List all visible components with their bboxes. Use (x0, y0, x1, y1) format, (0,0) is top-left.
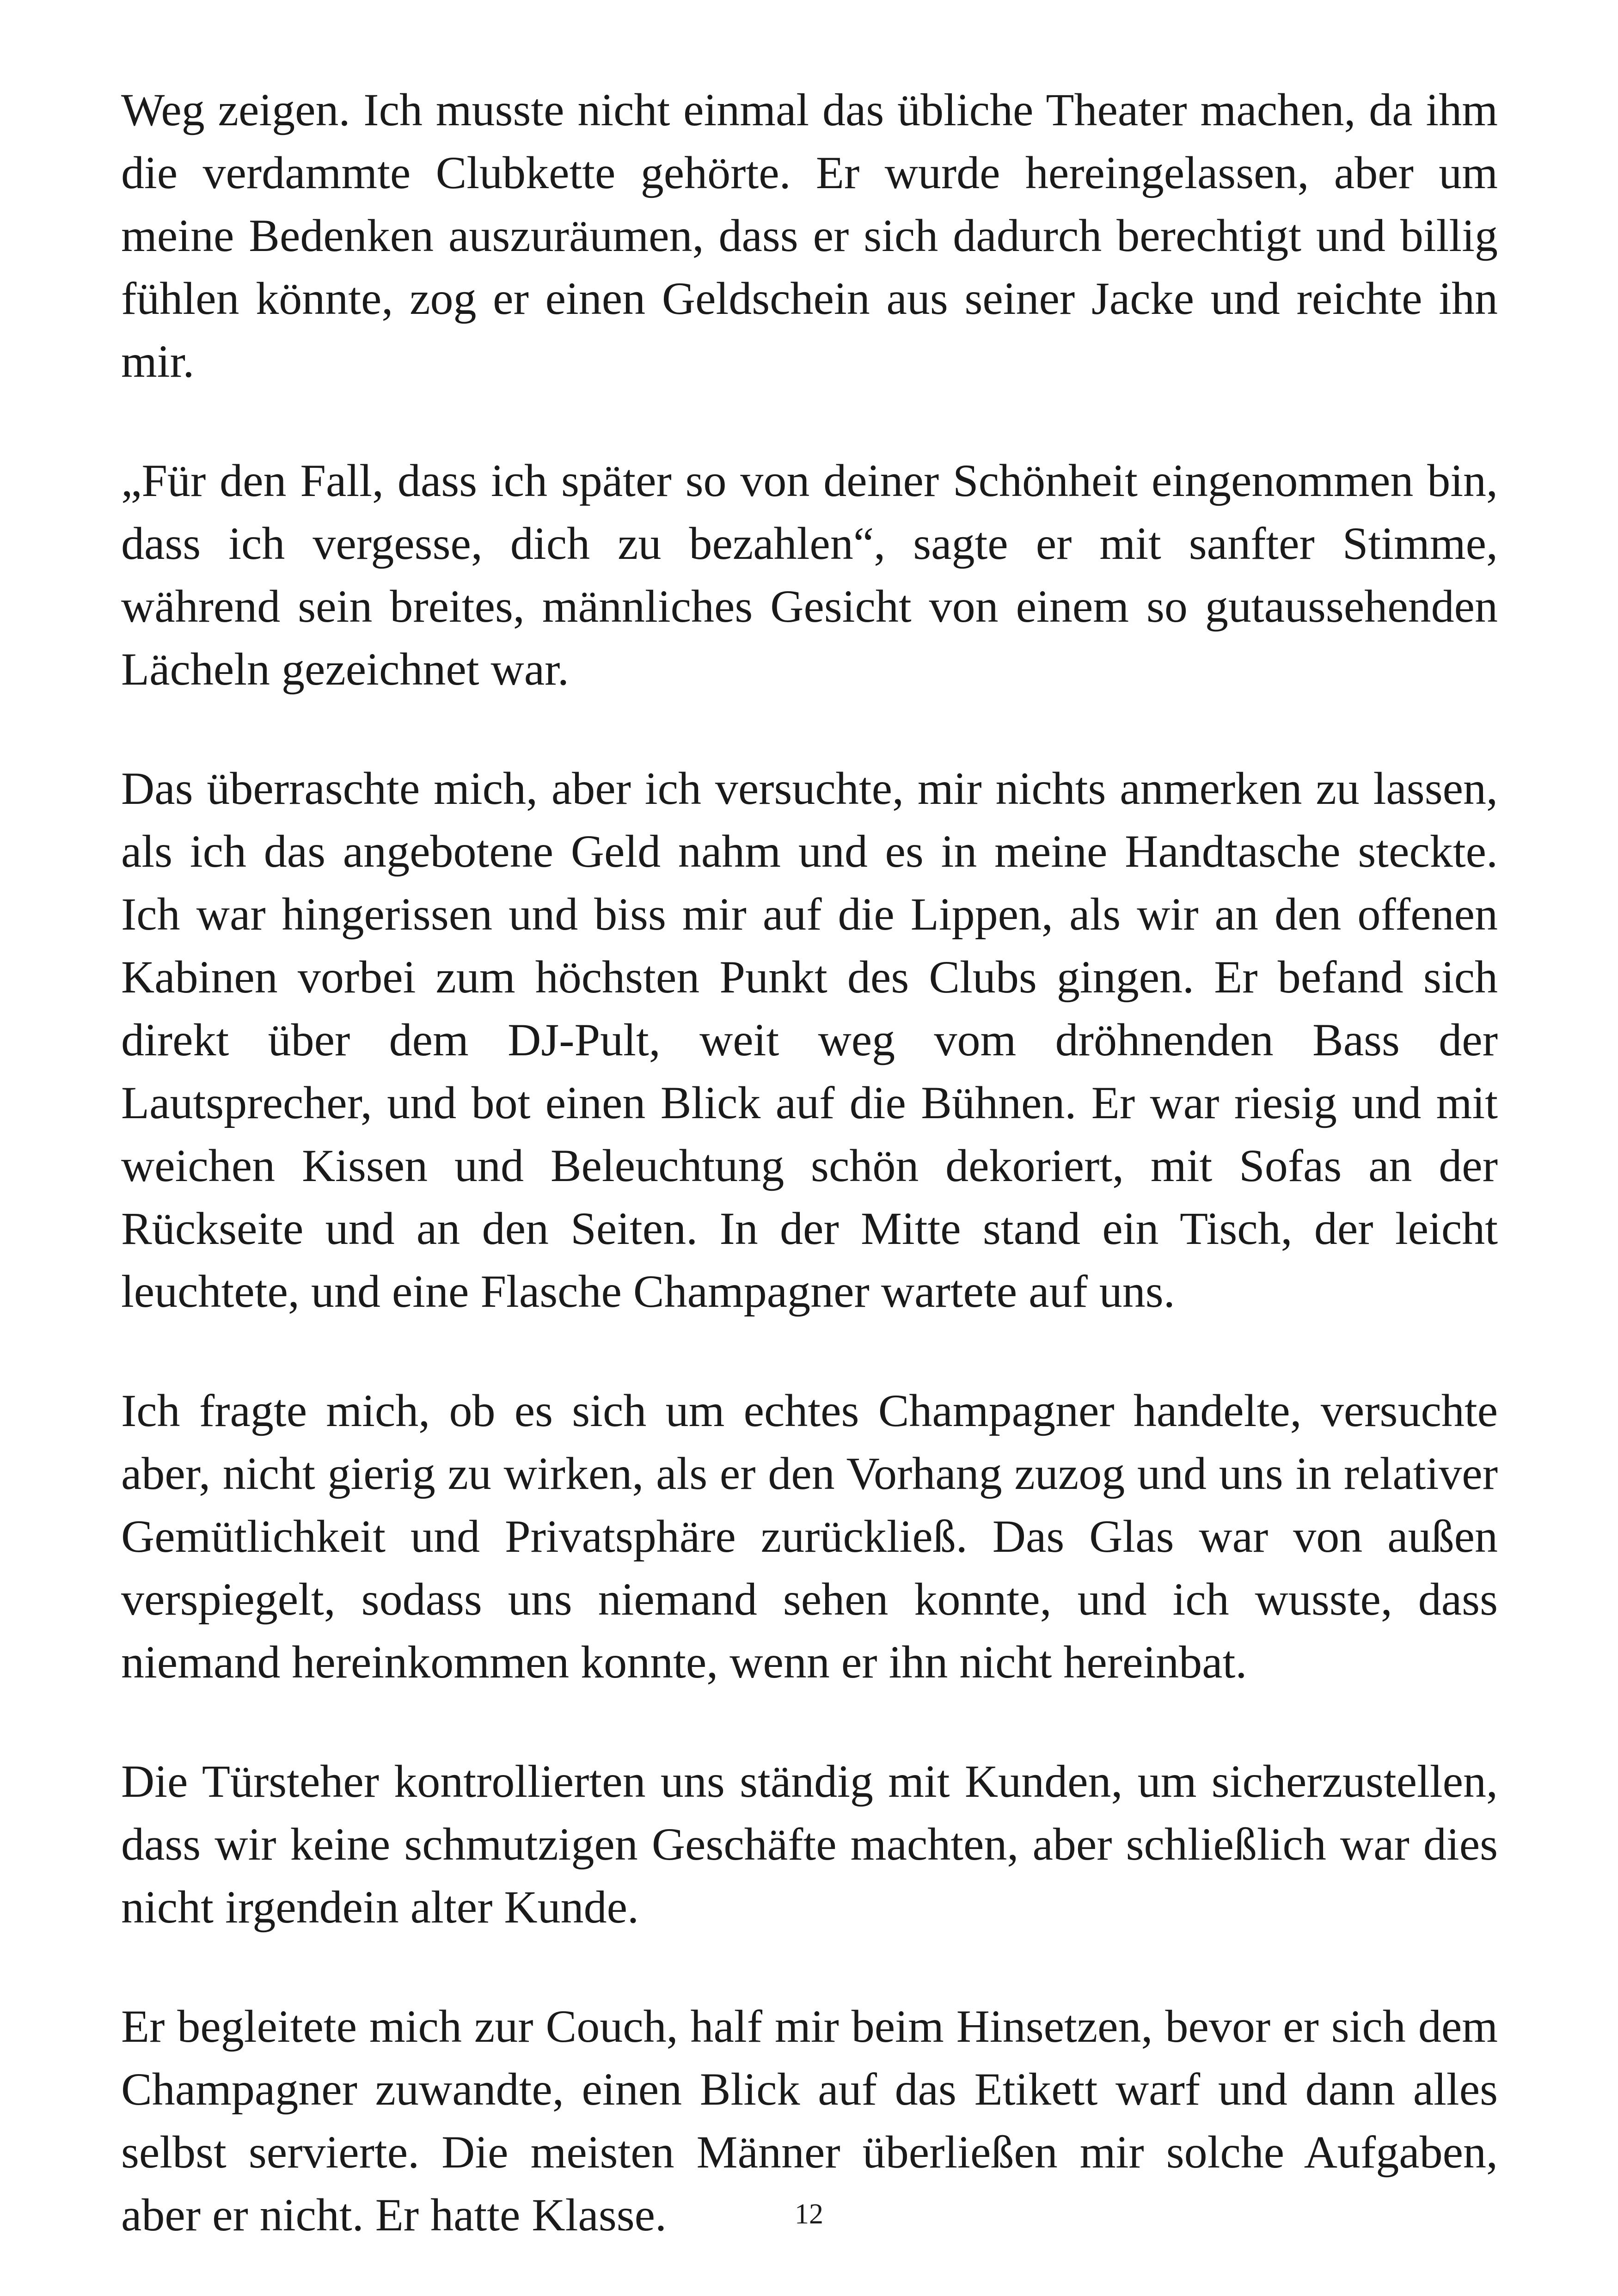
paragraph: Weg zeigen. Ich musste nicht einmal das übliche Theater machen, da ihm die verdammte Clubkette gehörte. Er wurde hereingelassen, aber um meine Bedenken auszuräumen, dass er sich dadurch berechtigt und billig fühlen könnte, zog er einen Geldschein aus seiner Jacke und reichte ihn mir. (121, 84, 1498, 387)
paragraph: „Für den Fall, dass ich später so von deiner Schönheit eingenommen bin, dass ich vergesse, dich zu bezahlen“, sagte er mit sanfter Stimme, während sein breites, männliches Gesicht von einem so gutaussehenden Lächeln gezeichnet war. (121, 455, 1498, 695)
paragraph: Er begleitete mich zur Couch, half mir beim Hinsetzen, bevor er sich dem Champagner zuwandte, einen Blick auf das Etikett warf und dann alles selbst servierte. Die meisten Männer überließen mir solche Aufgaben, aber er nicht. Er hatte Klasse. (121, 2001, 1498, 2241)
paragraph: Das überraschte mich, aber ich versuchte, mir nichts anmerken zu lassen, als ich das angebotene Geld nahm und es in meine Handtasche steckte. Ich war hingerissen und biss mir auf die Lippen, als wir an den offenen Kabinen vorbei zum höchsten Punkt des Clubs gingen. Er befand sich direkt über dem DJ-Pult, weit weg vom dröhnenden Bass der Lautsprecher, und bot einen Blick auf die Bühnen. Er war riesig und mit weichen Kissen und Beleuchtung schön dekoriert, mit Sofas an der Rückseite und an den Seiten. In der Mitte stand ein Tisch, der leicht leuchtete, und eine Flasche Champagner wartete auf uns. (121, 763, 1498, 1317)
page-body (121, 79, 1498, 2247)
paragraph: Die Türsteher kontrollierten uns ständig mit Kunden, um sicherzustellen, dass wir keine schmutzigen Geschäfte machten, aber schließlich war dies nicht irgendein alter Kunde. (121, 1756, 1498, 1933)
paragraph: Ich fragte mich, ob es sich um echtes Champagner handelte, versuchte aber, nicht gierig zu wirken, als er den Vorhang zuzog und uns in relativer Gemütlichkeit und Privatsphäre zurückließ. Das Glas war von außen verspiegelt, sodass uns niemand sehen konnte, und ich wusste, dass niemand hereinkommen konnte, wenn er ihn nicht hereinbat. (121, 1385, 1498, 1688)
page-number: 12 (795, 2198, 823, 2230)
